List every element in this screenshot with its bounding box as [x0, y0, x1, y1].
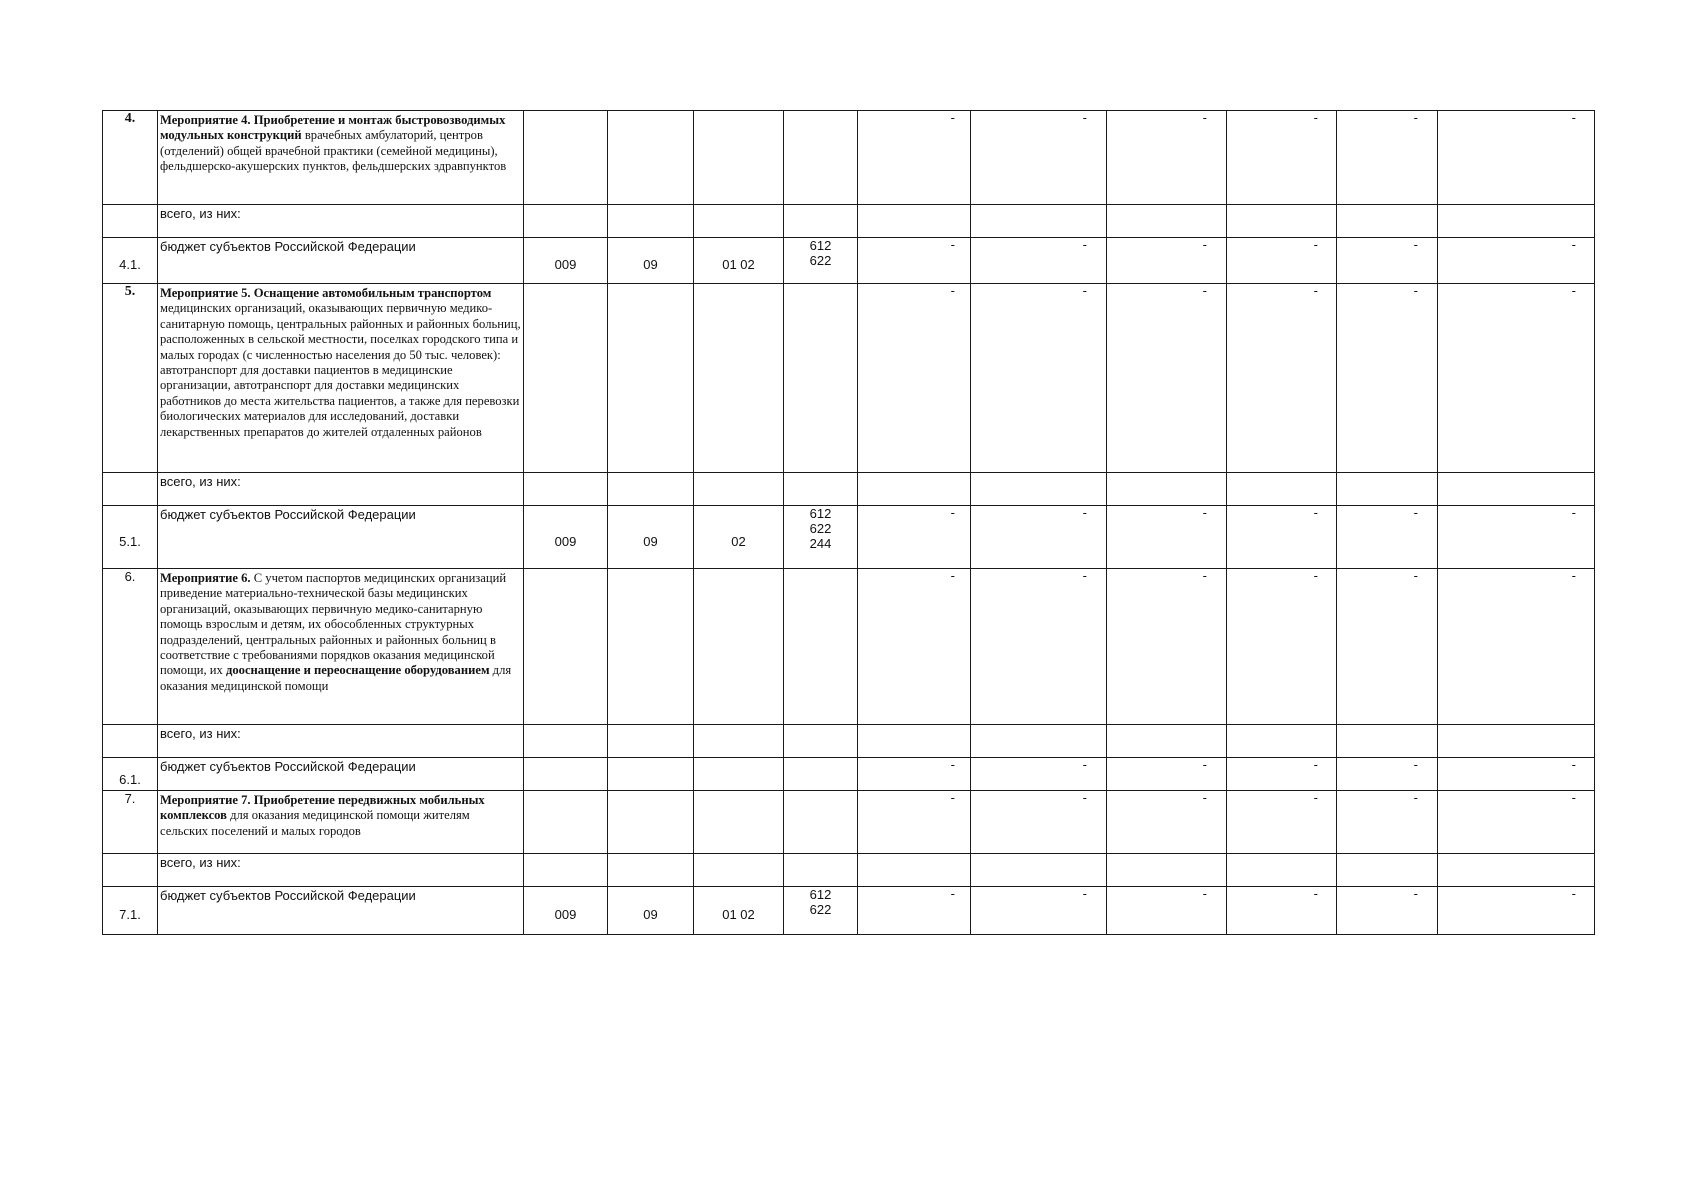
value-cell: -: [1438, 887, 1595, 935]
activity-description: [158, 111, 524, 205]
rz-code: 09: [608, 238, 694, 284]
row-number: 5.1.: [103, 506, 158, 569]
value-cell: -: [971, 758, 1107, 791]
budget-source-label: бюджет субъектов Российской Федерации: [158, 758, 524, 791]
activity-description: [158, 284, 524, 473]
row-number: 7.1.: [103, 887, 158, 935]
vr-codes: 612 622 244: [784, 506, 858, 569]
value-cell: -: [1107, 111, 1227, 205]
value-cell: -: [1337, 887, 1438, 935]
value-cell: -: [971, 238, 1107, 284]
budget-source-label: бюджет субъектов Российской Федерации: [158, 238, 524, 284]
pr-code: 02: [694, 506, 784, 569]
value-cell: -: [1337, 506, 1438, 569]
row-number: 5.: [103, 284, 158, 473]
value-cell: -: [1227, 569, 1337, 725]
value-cell: -: [1107, 569, 1227, 725]
value-cell: -: [858, 887, 971, 935]
activity-text: врачебных амбулаторий, центров (отделений) общей врачебной практики (семейной медицины), фельдшерско-акушерских пунктов, фельдшерских здравпунктов: [160, 128, 507, 174]
value-cell: -: [1337, 569, 1438, 725]
table-row: [103, 506, 1595, 569]
value-cell: -: [1227, 238, 1337, 284]
row-number: 7.: [103, 791, 158, 854]
rz-code: 09: [608, 887, 694, 935]
value-cell: -: [971, 791, 1107, 854]
value-cell: -: [858, 111, 971, 205]
table-row: [103, 205, 1595, 238]
value-cell: -: [1107, 791, 1227, 854]
subtotal-label: всего, из них:: [158, 473, 524, 506]
row-number: 6.: [103, 569, 158, 725]
subtotal-label: всего, из них:: [158, 725, 524, 758]
value-cell: -: [1337, 758, 1438, 791]
value-cell: -: [1107, 887, 1227, 935]
value-cell: -: [1227, 111, 1337, 205]
value-cell: -: [971, 111, 1107, 205]
value-cell: -: [1438, 569, 1595, 725]
vr-codes: 612 622: [784, 887, 858, 935]
value-cell: -: [971, 887, 1107, 935]
subtotal-label: всего, из них:: [158, 205, 524, 238]
value-cell: -: [1438, 111, 1595, 205]
row-number: 6.1.: [103, 758, 158, 791]
activity-text: медицинских организаций, оказывающих первичную медико-санитарную помощь, центральных районных и районных больниц, расположенных в сельской местности, поселках городского типа и малых городах (с численностью населения до 50 тыс. человек): автотранспорт для доставки пациентов в медицинские организации, автотранспорт для доставки медицинских работников до места жительства пациентов, а также для перевозки биологических материалов для исследований, доставки лекарственных препаратов до жителей отдаленных районов: [160, 301, 521, 439]
table-row: [103, 111, 1595, 205]
value-cell: -: [1227, 887, 1337, 935]
vr-codes: 612 622: [784, 238, 858, 284]
value-cell: -: [1227, 506, 1337, 569]
table-row: [103, 758, 1595, 791]
table-row: [103, 284, 1595, 473]
value-cell: -: [1107, 506, 1227, 569]
value-cell: -: [1337, 791, 1438, 854]
value-cell: -: [971, 569, 1107, 725]
value-cell: -: [1107, 284, 1227, 473]
activity-description: [158, 791, 524, 854]
value-cell: -: [858, 284, 971, 473]
value-cell: -: [858, 506, 971, 569]
value-cell: -: [858, 791, 971, 854]
value-cell: -: [1227, 284, 1337, 473]
activity-title: Мероприятие 5. Оснащение автомобильным транспортом: [160, 286, 492, 300]
table-row: [103, 791, 1595, 854]
table-row: [103, 854, 1595, 887]
value-cell: -: [1438, 506, 1595, 569]
activity-title: Мероприятие 4. Приобретение и монтаж быстровозводимых модульных конструкций: [160, 113, 506, 143]
activity-text: С учетом паспортов медицинских организаций приведение материально-технической базы медицинских организаций, оказывающих первичную медико-санитарную помощь взрослым и детям, их обособленных структурных подразделений, центральных районных и районных больниц в соответствие с требованиями порядков оказания медицинской помощи, их: [160, 571, 507, 678]
table-row: [103, 238, 1595, 284]
budget-table: [102, 110, 1595, 935]
activity-text-end: для оказания медицинской помощи: [160, 663, 512, 693]
budget-source-label: бюджет субъектов Российской Федерации: [158, 506, 524, 569]
pr-code: 01 02: [694, 238, 784, 284]
value-cell: -: [858, 569, 971, 725]
activity-title: Мероприятие 7. Приобретение передвижных мобильных комплексов: [160, 793, 485, 823]
value-cell: -: [858, 238, 971, 284]
grbs-code: 009: [524, 887, 608, 935]
value-cell: -: [971, 284, 1107, 473]
value-cell: -: [1337, 238, 1438, 284]
table-row: [103, 725, 1595, 758]
value-cell: -: [858, 758, 971, 791]
value-cell: -: [1337, 111, 1438, 205]
activity-highlight: дооснащение и переоснащение оборудованием: [225, 663, 490, 678]
value-cell: -: [1337, 284, 1438, 473]
table-row: [103, 473, 1595, 506]
grbs-code: 009: [524, 506, 608, 569]
row-number: 4.1.: [103, 238, 158, 284]
rz-code: 09: [608, 506, 694, 569]
value-cell: -: [971, 506, 1107, 569]
value-cell: -: [1438, 791, 1595, 854]
table-row: [103, 569, 1595, 725]
activity-description: [158, 569, 524, 725]
value-cell: -: [1227, 791, 1337, 854]
subtotal-label: всего, из них:: [158, 854, 524, 887]
value-cell: -: [1438, 758, 1595, 791]
grbs-code: 009: [524, 238, 608, 284]
activity-text: для оказания медицинской помощи жителям сельских поселений и малых городов: [160, 808, 470, 838]
value-cell: -: [1107, 238, 1227, 284]
activity-title: Мероприятие 6.: [160, 571, 251, 585]
value-cell: -: [1438, 238, 1595, 284]
value-cell: -: [1438, 284, 1595, 473]
value-cell: -: [1227, 758, 1337, 791]
row-number: 4.: [103, 111, 158, 205]
table-row: [103, 887, 1595, 935]
pr-code: 01 02: [694, 887, 784, 935]
budget-source-label: бюджет субъектов Российской Федерации: [158, 887, 524, 935]
value-cell: -: [1107, 758, 1227, 791]
